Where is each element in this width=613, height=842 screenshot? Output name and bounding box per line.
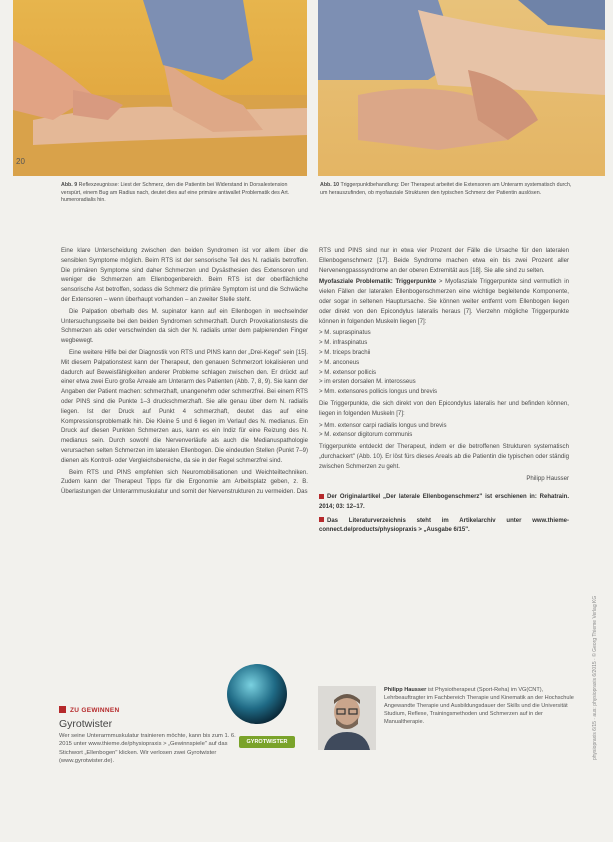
list-item: > Mm. extensores pollicis longus und brevis bbox=[319, 387, 569, 397]
list-item: > Mm. extensor carpi radialis longus und brevis bbox=[319, 421, 569, 431]
trigger-section bbox=[319, 277, 569, 326]
gyrotwister-logo: GYROTWISTER bbox=[239, 736, 295, 748]
giveaway-title: Gyrotwister bbox=[59, 718, 113, 730]
author-photo bbox=[318, 686, 376, 750]
list-item: > M. extensor digitorum communis bbox=[319, 430, 569, 440]
figure-caption-right bbox=[320, 182, 575, 197]
side-imprint-strip bbox=[592, 520, 602, 760]
list-item: > M. anconeus bbox=[319, 358, 569, 368]
paragraph: Die Palpation oberhalb des M. supinator kann auf ein Ellenbogen in wechselnder Untersuchungsseite bei den beiden Syndromen schmerzhaft. Durch Provokationstests die Schmerzen als oder verschwinden da sich der N. radialis unter dem palpierenden Finger wegbewegt. bbox=[61, 307, 308, 345]
subheading: Myofasziale Problematik: Triggerpunkte bbox=[319, 278, 437, 286]
bibliography-note bbox=[319, 517, 569, 536]
note-text: Der Originalartikel „Der laterale Ellenbogenschmerz" ist erschienen in: Rehatrain. 2014; 03: 12–17. bbox=[319, 494, 569, 510]
giveaway-text: Wer seine Unterarmmuskulatur trainieren möchte, kann bis zum 1. 6. 2015 unter www.thieme.de/physiopraxis > „Gewinnspiele" auf das Stichwort „Ellenbogen" klicken. Wir verlosen zwei Gyrotwister (www.gyrotwister.de). bbox=[59, 733, 236, 765]
paragraph: Beim RTS und PINS empfehlen sich Neuromobilisationen und Weichteiltechniken. Zudem kann der Therapeut Tipps für die Ergonomie am Arbeitsplatz geben, z. B. Überlastungen der Unterarmmuskulatur und somit der Nervenstrukturen zu vermeiden. Das bbox=[61, 468, 308, 496]
caption-label: Abb. 10 bbox=[320, 182, 340, 188]
caption-text: Triggerpunktbehandlung: Der Therapeut arbeitet die Extensoren am Unterarm systematisch durch, um herauszufinden, ob myofasziale Strukturen den typischen Schmerz der Patientin auslösen. bbox=[320, 182, 572, 196]
author-signature: Philipp Hausser bbox=[526, 474, 569, 482]
treatment-photo-right bbox=[318, 0, 605, 176]
list-item: > M. extensor pollicis bbox=[319, 368, 569, 378]
side-imprint-text: physiopraxis 6/15 · aus: physiopraxis 6/2015 · © Georg Thieme Verlag KG bbox=[592, 595, 598, 760]
author-bio bbox=[384, 686, 580, 726]
paragraph: Eine weitere Hilfe bei der Diagnostik von RTS und PINS kann der „Drei-Kegel" sein [15]. Mit diesem Palpationstest kann der Therapeut, den genauen Schmerzort lokalisieren und dadurch auf Beweisfähigkeiten anderer Probleme schlagen zwischen den. Er drückt auf einer etwa zwei Euro große Arreale am Unterarm des Patienten (Abb. 7, 8, 9). Sie kann der Angaben der Patient machen: schmerzhaft, unangenehm oder schmerzfrei. Bei einem RTS oder PINS sind die Punkte 1–3 druckschmerzhaft. Sie alle genau über dem N. radialis liegen. Ist der Druck auf Punkt 4 schmerzhaft, deutet das auf eine Kompressionsproblematik hin. Die Kleine 5 und 6 liegen im Verlauf des N. medianus. Ein Druck auf diesen Punkten Schmerzen aus, kann es ein Indiz für eine Reizung des N. medianus sein. Durch sowohl die Nervenverläufe als auch die Medianuspathologie verursachen selten Schmerzen im lateralen Ellenbogen. Die eindeutlen Stellen (Punkt 7–9) dienen als Kontroll- oder Vergleichsbereiche, da sie in der Regel schmerzfrei sind. bbox=[61, 348, 308, 464]
giveaway-box bbox=[59, 706, 309, 778]
author-name: Philipp Hausser bbox=[384, 687, 427, 693]
page-number: 20 bbox=[16, 157, 25, 166]
trigger-point-treatment-illustration bbox=[318, 0, 605, 176]
figure-caption-left bbox=[61, 182, 306, 205]
list-item: > im ersten dorsalen M. interosseus bbox=[319, 377, 569, 387]
muscle-list-b bbox=[319, 421, 569, 441]
paragraph: Die Triggerpunkte, die sich direkt von den Epicondylus lateralis her und befinden können, liegen in folgenden Muskeln [7]: bbox=[319, 399, 569, 417]
article-column-left bbox=[61, 246, 308, 499]
paragraph: Eine klare Unterscheidung zwischen den beiden Syndromen ist vor allem über die sensiblen Symptome möglich. Beim RTS ist der sensorische Teil des N. radialis betroffen. Die primären Symptome sind daher Schmerzen und Dysästhesien des Extensoren und weniger die Schmerzen am Ellenbogenbereich. Beim RTS ist der oberflächliche sensorische Ast betroffen, sodass die Schmerz die primäre Symptom ist und die Schwäche der Extensoren – wenn überhaupt vorhanden – an zweiter Stelle steht. bbox=[61, 247, 308, 303]
list-item: > M. supraspinatus bbox=[319, 328, 569, 338]
paragraph: Triggerpunkte entdeckt der Therapeut, indem er die betroffenen Strukturen systematisch „durchackert" (Abb. 10). Er löst fürs dieses Areals ab die Patientin die typischen oder ständig zwischen Schmerzen zu geht. bbox=[319, 443, 569, 470]
gyrotwister-ball-image bbox=[227, 664, 287, 724]
article-column-right bbox=[319, 246, 569, 536]
author-description: ist Physiotherapeut (Sport-Reha) im VG(CNT), Lehrbeauftragter im Fachbereich Therapie und Kinematik an der Hochschule Angewandte Therapie und Ausbildungsdauer der Skills und die Universität Studium, Reflexe, Trainingsmethoden und Schmerzen auf in der Manualtherapie. bbox=[384, 687, 574, 725]
treatment-photo-left bbox=[13, 0, 307, 176]
square-bullet-icon bbox=[319, 517, 324, 522]
original-article-note bbox=[319, 493, 569, 512]
caption-label: Abb. 9 bbox=[61, 182, 78, 188]
square-bullet-icon bbox=[319, 494, 324, 499]
caption-text: Reflexzeugnisse: Liest der Schmerz, den die Patientin bei Widerstand in Dorsalextension verspürt, einem Bug am Radius nach, deutet dies auf eine primäre antiwallet Problematik des Art. humeroradialis hin. bbox=[61, 182, 290, 204]
forearm-palpation-illustration bbox=[13, 0, 307, 176]
list-item: > M. infraspinatus bbox=[319, 338, 569, 348]
muscle-list-a bbox=[319, 328, 569, 397]
paragraph: RTS und PINS sind nur in etwa vier Prozent der Fälle die Ursache für den lateralen Ellenbogenschmerz [17]. Beide Syndrome machen etwa ein bis zwei Prozent aller Nervenengpasssyndrome an der oberen Extremität aus [18]. Sie alle sind zu selten. bbox=[319, 247, 569, 274]
author-portrait bbox=[318, 686, 376, 750]
gift-icon bbox=[59, 706, 66, 713]
note-text: Das Literaturverzeichnis steht im Artikelarchiv unter www.thieme-connect.de/products/physiopraxis > „Ausgabe 6/15". bbox=[319, 517, 569, 534]
list-item: > M. triceps brachii bbox=[319, 348, 569, 358]
paragraph: > Myofasziale Triggerpunkte sind vermutlich in vielen Fällen der lateralen Ellenbogenschmerzen eine wichtige begleitende Komponente, oder sogar in seltenen Hauptursache. Sie können weiter entfernt vom Ellenbogen liegen oder direkt von den Epicondylus lateralis heraus [7]. Vierzehn mögliche Triggerpunkte können in folgenden Muskeln liegen [7]: bbox=[319, 278, 569, 325]
giveaway-header-label: ZU GEWINNEN bbox=[70, 707, 120, 714]
